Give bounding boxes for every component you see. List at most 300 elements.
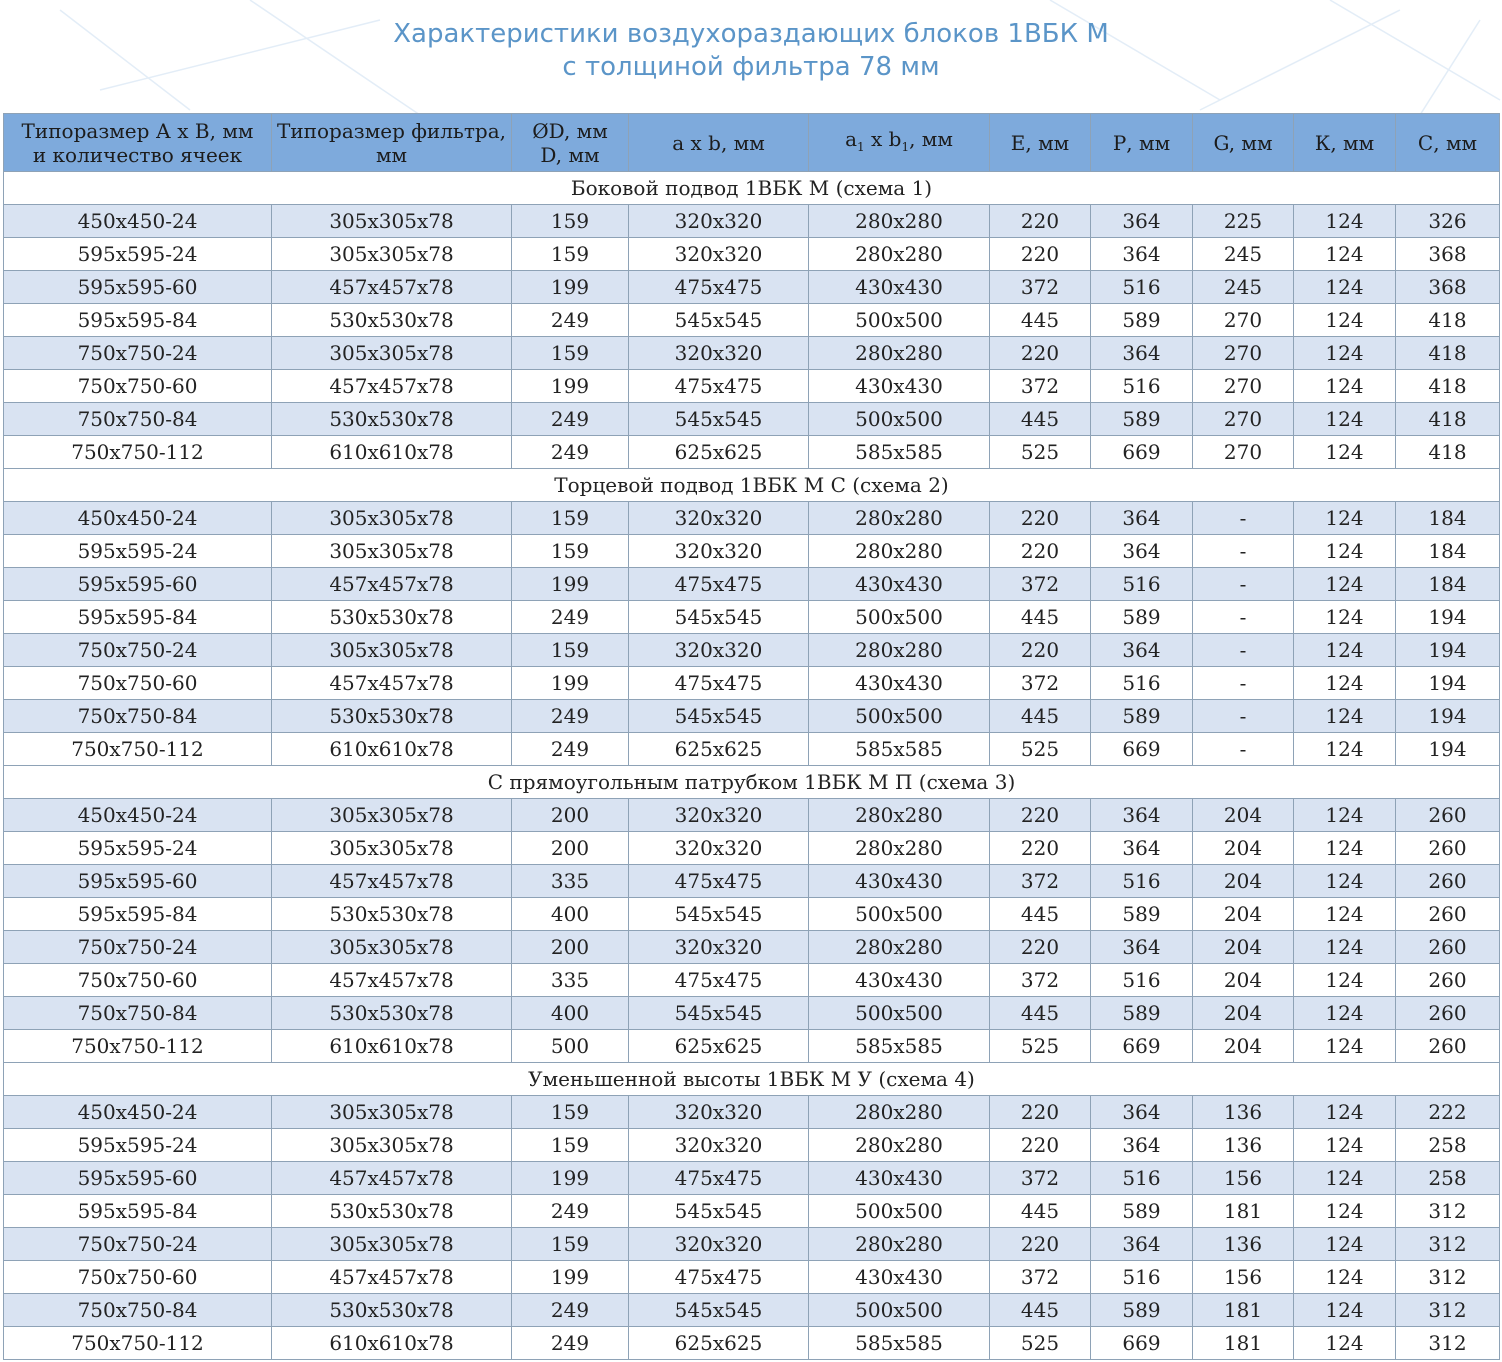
table-cell: 312 xyxy=(1396,1228,1500,1261)
table-cell: 585x585 xyxy=(809,733,990,766)
table-cell: 249 xyxy=(512,733,629,766)
table-cell: 204 xyxy=(1193,799,1294,832)
table-cell: 450x450-24 xyxy=(4,1096,272,1129)
table-cell: 610x610x78 xyxy=(272,1327,512,1360)
a1b1-a: a xyxy=(845,126,858,151)
table-cell: 124 xyxy=(1294,271,1396,304)
table-cell: 418 xyxy=(1396,403,1500,436)
table-cell: 312 xyxy=(1396,1261,1500,1294)
table-row xyxy=(4,601,1500,634)
table-cell: 750x750-24 xyxy=(4,1228,272,1261)
table-row xyxy=(4,1327,1500,1360)
title-line-1: Характеристики воздухораздающих блоков 1ВБК М xyxy=(393,19,1109,49)
table-cell: 320x320 xyxy=(629,238,809,271)
table-cell: 445 xyxy=(990,700,1091,733)
table-cell: 457x457x78 xyxy=(272,271,512,304)
col-header-filter-line2: мм xyxy=(375,142,408,167)
table-cell: 589 xyxy=(1091,997,1193,1030)
a1b1-sub1: 1 xyxy=(857,139,865,154)
col-header-diameter xyxy=(512,114,629,172)
table-cell: 320x320 xyxy=(629,1096,809,1129)
table-cell: 159 xyxy=(512,1129,629,1162)
table-cell: 159 xyxy=(512,1096,629,1129)
table-cell: 457x457x78 xyxy=(272,568,512,601)
table-cell: 204 xyxy=(1193,1030,1294,1063)
table-cell: 124 xyxy=(1294,205,1396,238)
table-cell: 204 xyxy=(1193,832,1294,865)
table-cell: 430x430 xyxy=(809,667,990,700)
table-cell: 280x280 xyxy=(809,634,990,667)
table-cell: 364 xyxy=(1091,634,1193,667)
table-cell: 159 xyxy=(512,337,629,370)
table-cell: 124 xyxy=(1294,667,1396,700)
table-cell: 516 xyxy=(1091,1261,1193,1294)
table-cell: 199 xyxy=(512,370,629,403)
table-cell: - xyxy=(1193,535,1294,568)
table-cell: 445 xyxy=(990,403,1091,436)
table-cell: 335 xyxy=(512,865,629,898)
table-cell: 625x625 xyxy=(629,1327,809,1360)
table-cell: 500x500 xyxy=(809,1294,990,1327)
table-cell: - xyxy=(1193,667,1294,700)
table-cell: 595x595-60 xyxy=(4,1162,272,1195)
table-cell: 595x595-24 xyxy=(4,832,272,865)
col-header-filter-line1: Типоразмер фильтра, xyxy=(277,118,506,143)
table-cell: 260 xyxy=(1396,931,1500,964)
table-cell: 258 xyxy=(1396,1129,1500,1162)
table-cell: 305x305x78 xyxy=(272,634,512,667)
table-cell: 595x595-24 xyxy=(4,238,272,271)
table-cell: 280x280 xyxy=(809,205,990,238)
table-cell: 194 xyxy=(1396,667,1500,700)
table-cell: 418 xyxy=(1396,304,1500,337)
table-cell: 364 xyxy=(1091,1228,1193,1261)
table-cell: 249 xyxy=(512,1327,629,1360)
table-row xyxy=(4,1030,1500,1063)
table-cell: 320x320 xyxy=(629,799,809,832)
table-cell: 585x585 xyxy=(809,1030,990,1063)
table-cell: 159 xyxy=(512,238,629,271)
table-cell: 750x750-24 xyxy=(4,931,272,964)
table-cell: 475x475 xyxy=(629,1261,809,1294)
table-row xyxy=(4,964,1500,997)
table-row xyxy=(4,205,1500,238)
table-cell: 445 xyxy=(990,601,1091,634)
table-cell: 475x475 xyxy=(629,370,809,403)
table-cell: 589 xyxy=(1091,700,1193,733)
table-row xyxy=(4,898,1500,931)
col-header-size xyxy=(4,114,272,172)
table-cell: 364 xyxy=(1091,502,1193,535)
table-cell: 475x475 xyxy=(629,865,809,898)
table-cell: 159 xyxy=(512,634,629,667)
table-row xyxy=(4,568,1500,601)
table-cell: 475x475 xyxy=(629,1162,809,1195)
table-cell: 364 xyxy=(1091,535,1193,568)
table-cell: 364 xyxy=(1091,1096,1193,1129)
table-cell: 750x750-112 xyxy=(4,436,272,469)
table-cell: 249 xyxy=(512,1195,629,1228)
table-cell: 124 xyxy=(1294,601,1396,634)
a1b1-sub2: 1 xyxy=(901,139,910,154)
table-cell: 589 xyxy=(1091,304,1193,337)
table-row xyxy=(4,370,1500,403)
table-cell: 750x750-60 xyxy=(4,370,272,403)
table-cell: 445 xyxy=(990,304,1091,337)
table-cell: 200 xyxy=(512,799,629,832)
table-cell: 625x625 xyxy=(629,436,809,469)
table-cell: 516 xyxy=(1091,667,1193,700)
table-row xyxy=(4,1261,1500,1294)
table-row xyxy=(4,700,1500,733)
table-cell: 364 xyxy=(1091,1129,1193,1162)
table-cell: 305x305x78 xyxy=(272,502,512,535)
table-cell: 545x545 xyxy=(629,1294,809,1327)
table-cell: 430x430 xyxy=(809,568,990,601)
section-title: Боковой подвод 1ВБК М (схема 1) xyxy=(4,172,1500,205)
table-cell: 305x305x78 xyxy=(272,1096,512,1129)
table-cell: 280x280 xyxy=(809,1129,990,1162)
col-header-k: К, мм xyxy=(1294,114,1396,172)
table-cell: 184 xyxy=(1396,535,1500,568)
table-cell: 194 xyxy=(1396,733,1500,766)
title-line-2: с толщиной фильтра 78 мм xyxy=(562,52,940,82)
section-header-row xyxy=(4,469,1500,502)
table-cell: 220 xyxy=(990,535,1091,568)
table-row xyxy=(4,1228,1500,1261)
table-cell: 372 xyxy=(990,370,1091,403)
table-cell: 320x320 xyxy=(629,337,809,370)
table-cell: 305x305x78 xyxy=(272,205,512,238)
table-cell: 270 xyxy=(1193,403,1294,436)
table-cell: 280x280 xyxy=(809,337,990,370)
table-cell: 589 xyxy=(1091,898,1193,931)
table-cell: 418 xyxy=(1396,436,1500,469)
table-cell: 124 xyxy=(1294,535,1396,568)
table-cell: 450x450-24 xyxy=(4,205,272,238)
table-cell: 475x475 xyxy=(629,568,809,601)
header-row xyxy=(4,114,1500,172)
table-cell: 530x530x78 xyxy=(272,700,512,733)
table-cell: 204 xyxy=(1193,931,1294,964)
table-row xyxy=(4,1195,1500,1228)
table-cell: 530x530x78 xyxy=(272,601,512,634)
table-cell: 124 xyxy=(1294,1129,1396,1162)
table-cell: 260 xyxy=(1396,799,1500,832)
table-cell: 457x457x78 xyxy=(272,1261,512,1294)
table-cell: 260 xyxy=(1396,997,1500,1030)
table-cell: 750x750-112 xyxy=(4,1327,272,1360)
table-cell: 430x430 xyxy=(809,1162,990,1195)
col-header-diameter-line1: ØD, мм xyxy=(532,118,608,143)
table-cell: 525 xyxy=(990,436,1091,469)
table-cell: 500x500 xyxy=(809,1195,990,1228)
table-cell: 270 xyxy=(1193,304,1294,337)
table-cell: 124 xyxy=(1294,502,1396,535)
table-cell: 475x475 xyxy=(629,667,809,700)
table-cell: 181 xyxy=(1193,1327,1294,1360)
table-cell: 320x320 xyxy=(629,931,809,964)
table-cell: 589 xyxy=(1091,601,1193,634)
table-cell: 124 xyxy=(1294,832,1396,865)
table-cell: 750x750-84 xyxy=(4,1294,272,1327)
table-row xyxy=(4,502,1500,535)
table-cell: 124 xyxy=(1294,634,1396,667)
table-cell: 184 xyxy=(1396,568,1500,601)
table-cell: 124 xyxy=(1294,997,1396,1030)
table-cell: 220 xyxy=(990,337,1091,370)
table-cell: 124 xyxy=(1294,964,1396,997)
table-cell: 199 xyxy=(512,667,629,700)
table-cell: 595x595-24 xyxy=(4,1129,272,1162)
table-cell: 500x500 xyxy=(809,997,990,1030)
col-header-p: Р, мм xyxy=(1091,114,1193,172)
table-cell: 260 xyxy=(1396,832,1500,865)
table-cell: 305x305x78 xyxy=(272,535,512,568)
table-cell: 530x530x78 xyxy=(272,304,512,337)
table-cell: 305x305x78 xyxy=(272,832,512,865)
col-header-ab: a x b, мм xyxy=(629,114,809,172)
a1b1-unit: , мм xyxy=(909,126,953,151)
table-cell: 200 xyxy=(512,832,629,865)
table-cell: 280x280 xyxy=(809,502,990,535)
table-cell: 184 xyxy=(1396,502,1500,535)
table-cell: 750x750-60 xyxy=(4,667,272,700)
table-cell: 181 xyxy=(1193,1195,1294,1228)
table-cell: 320x320 xyxy=(629,535,809,568)
table-cell: 400 xyxy=(512,997,629,1030)
table-cell: 516 xyxy=(1091,568,1193,601)
table-cell: 249 xyxy=(512,436,629,469)
table-cell: 320x320 xyxy=(629,832,809,865)
table-cell: 124 xyxy=(1294,568,1396,601)
table-cell: 220 xyxy=(990,238,1091,271)
table-cell: 445 xyxy=(990,898,1091,931)
table-cell: 430x430 xyxy=(809,964,990,997)
table-cell: 525 xyxy=(990,1327,1091,1360)
table-cell: 750x750-24 xyxy=(4,337,272,370)
table-row xyxy=(4,931,1500,964)
table-cell: 124 xyxy=(1294,1228,1396,1261)
table-cell: 589 xyxy=(1091,403,1193,436)
table-cell: 750x750-112 xyxy=(4,733,272,766)
table-row xyxy=(4,337,1500,370)
table-row xyxy=(4,238,1500,271)
table-cell: 280x280 xyxy=(809,1096,990,1129)
table-cell: 430x430 xyxy=(809,271,990,304)
table-cell: 249 xyxy=(512,700,629,733)
table-cell: 500x500 xyxy=(809,403,990,436)
table-cell: 124 xyxy=(1294,1162,1396,1195)
table-cell: 280x280 xyxy=(809,799,990,832)
table-cell: 220 xyxy=(990,832,1091,865)
table-cell: 225 xyxy=(1193,205,1294,238)
table-cell: 249 xyxy=(512,601,629,634)
table-row xyxy=(4,1294,1500,1327)
section-title: Уменьшенной высоты 1ВБК М У (схема 4) xyxy=(4,1063,1500,1096)
table-cell: 418 xyxy=(1396,337,1500,370)
table-cell: 364 xyxy=(1091,337,1193,370)
table-cell: 320x320 xyxy=(629,205,809,238)
table-cell: 364 xyxy=(1091,205,1193,238)
table-cell: 204 xyxy=(1193,898,1294,931)
table-cell: 270 xyxy=(1193,370,1294,403)
table-cell: 545x545 xyxy=(629,700,809,733)
table-cell: 595x595-84 xyxy=(4,898,272,931)
table-cell: 530x530x78 xyxy=(272,1294,512,1327)
table-cell: 368 xyxy=(1396,238,1500,271)
table-cell: - xyxy=(1193,634,1294,667)
table-cell: 181 xyxy=(1193,1294,1294,1327)
table-cell: 595x595-60 xyxy=(4,568,272,601)
table-cell: 199 xyxy=(512,1162,629,1195)
table-cell: 500x500 xyxy=(809,601,990,634)
table-cell: 595x595-24 xyxy=(4,535,272,568)
table-row xyxy=(4,403,1500,436)
table-cell: 124 xyxy=(1294,865,1396,898)
table-row xyxy=(4,997,1500,1030)
table-cell: 249 xyxy=(512,1294,629,1327)
table-cell: 136 xyxy=(1193,1228,1294,1261)
col-header-filter xyxy=(272,114,512,172)
table-cell: 475x475 xyxy=(629,964,809,997)
table-cell: 750x750-112 xyxy=(4,1030,272,1063)
table-cell: 372 xyxy=(990,1261,1091,1294)
table-row xyxy=(4,667,1500,700)
table-cell: 530x530x78 xyxy=(272,1195,512,1228)
table-row xyxy=(4,436,1500,469)
section-header-row xyxy=(4,766,1500,799)
table-cell: 669 xyxy=(1091,1327,1193,1360)
table-cell: 595x595-84 xyxy=(4,304,272,337)
table-cell: 457x457x78 xyxy=(272,865,512,898)
table-cell: 364 xyxy=(1091,832,1193,865)
table-cell: 280x280 xyxy=(809,1228,990,1261)
table-cell: 194 xyxy=(1396,601,1500,634)
page-title xyxy=(0,18,1502,84)
table-cell: 124 xyxy=(1294,403,1396,436)
table-cell: 595x595-84 xyxy=(4,601,272,634)
table-cell: 445 xyxy=(990,997,1091,1030)
table-cell: 245 xyxy=(1193,238,1294,271)
table-cell: 124 xyxy=(1294,370,1396,403)
table-cell: 305x305x78 xyxy=(272,799,512,832)
table-cell: 516 xyxy=(1091,271,1193,304)
table-cell: 457x457x78 xyxy=(272,964,512,997)
table-cell: 260 xyxy=(1396,1030,1500,1063)
table-cell: 750x750-84 xyxy=(4,700,272,733)
table-cell: 305x305x78 xyxy=(272,931,512,964)
table-cell: 595x595-60 xyxy=(4,271,272,304)
table-cell: 372 xyxy=(990,1162,1091,1195)
table-cell: 124 xyxy=(1294,238,1396,271)
table-cell: 525 xyxy=(990,733,1091,766)
table-cell: 270 xyxy=(1193,337,1294,370)
table-cell: 364 xyxy=(1091,238,1193,271)
table-cell: 372 xyxy=(990,271,1091,304)
table-cell: 430x430 xyxy=(809,370,990,403)
table-cell: 156 xyxy=(1193,1162,1294,1195)
table-cell: 585x585 xyxy=(809,436,990,469)
table-cell: 500x500 xyxy=(809,898,990,931)
table-cell: 159 xyxy=(512,535,629,568)
table-cell: 220 xyxy=(990,502,1091,535)
table-cell: 305x305x78 xyxy=(272,1228,512,1261)
table-cell: 258 xyxy=(1396,1162,1500,1195)
table-cell: 545x545 xyxy=(629,304,809,337)
table-row xyxy=(4,304,1500,337)
section-header-row xyxy=(4,1063,1500,1096)
table-cell: 124 xyxy=(1294,799,1396,832)
table-cell: 124 xyxy=(1294,1327,1396,1360)
table-cell: 204 xyxy=(1193,997,1294,1030)
table-cell: 220 xyxy=(990,1129,1091,1162)
col-header-size-line1: Типоразмер А x В, мм xyxy=(21,118,254,143)
table-cell: 500x500 xyxy=(809,304,990,337)
table-cell: 136 xyxy=(1193,1096,1294,1129)
table-cell: 320x320 xyxy=(629,1129,809,1162)
table-cell: 585x585 xyxy=(809,1327,990,1360)
table-cell: 750x750-84 xyxy=(4,403,272,436)
table-cell: 280x280 xyxy=(809,832,990,865)
col-header-diameter-line2: D, мм xyxy=(540,142,600,167)
table-cell: 305x305x78 xyxy=(272,1129,512,1162)
table-cell: 750x750-24 xyxy=(4,634,272,667)
table-cell: 500 xyxy=(512,1030,629,1063)
table-cell: 220 xyxy=(990,799,1091,832)
table-cell: 270 xyxy=(1193,436,1294,469)
specs-table xyxy=(3,113,1500,1360)
col-header-a1b1 xyxy=(809,114,990,172)
table-cell: 669 xyxy=(1091,733,1193,766)
table-cell: 124 xyxy=(1294,1195,1396,1228)
table-cell: 589 xyxy=(1091,1294,1193,1327)
table-cell: 530x530x78 xyxy=(272,898,512,931)
table-cell: 372 xyxy=(990,964,1091,997)
table-cell: 204 xyxy=(1193,964,1294,997)
table-cell: 280x280 xyxy=(809,535,990,568)
table-cell: 545x545 xyxy=(629,997,809,1030)
section-title: С прямоугольным патрубком 1ВБК М П (схема 3) xyxy=(4,766,1500,799)
table-cell: 625x625 xyxy=(629,1030,809,1063)
table-cell: 372 xyxy=(990,568,1091,601)
table-cell: 364 xyxy=(1091,931,1193,964)
table-cell: 372 xyxy=(990,865,1091,898)
table-cell: 335 xyxy=(512,964,629,997)
table-cell: 750x750-60 xyxy=(4,1261,272,1294)
table-cell: 159 xyxy=(512,1228,629,1261)
table-cell: 457x457x78 xyxy=(272,370,512,403)
table-cell: 124 xyxy=(1294,898,1396,931)
table-cell: 525 xyxy=(990,1030,1091,1063)
section-title: Торцевой подвод 1ВБК М С (схема 2) xyxy=(4,469,1500,502)
table-cell: 305x305x78 xyxy=(272,337,512,370)
table-cell: 545x545 xyxy=(629,403,809,436)
table-cell: 200 xyxy=(512,931,629,964)
table-cell: 400 xyxy=(512,898,629,931)
table-cell: 368 xyxy=(1396,271,1500,304)
table-cell: 516 xyxy=(1091,370,1193,403)
table-cell: 220 xyxy=(990,1228,1091,1261)
table-cell: 260 xyxy=(1396,865,1500,898)
col-header-c: С, мм xyxy=(1396,114,1500,172)
table-body xyxy=(4,172,1500,1360)
table-cell: 500x500 xyxy=(809,700,990,733)
table-cell: 320x320 xyxy=(629,1228,809,1261)
table-cell: 445 xyxy=(990,1294,1091,1327)
table-cell: 750x750-84 xyxy=(4,997,272,1030)
table-cell: 475x475 xyxy=(629,271,809,304)
